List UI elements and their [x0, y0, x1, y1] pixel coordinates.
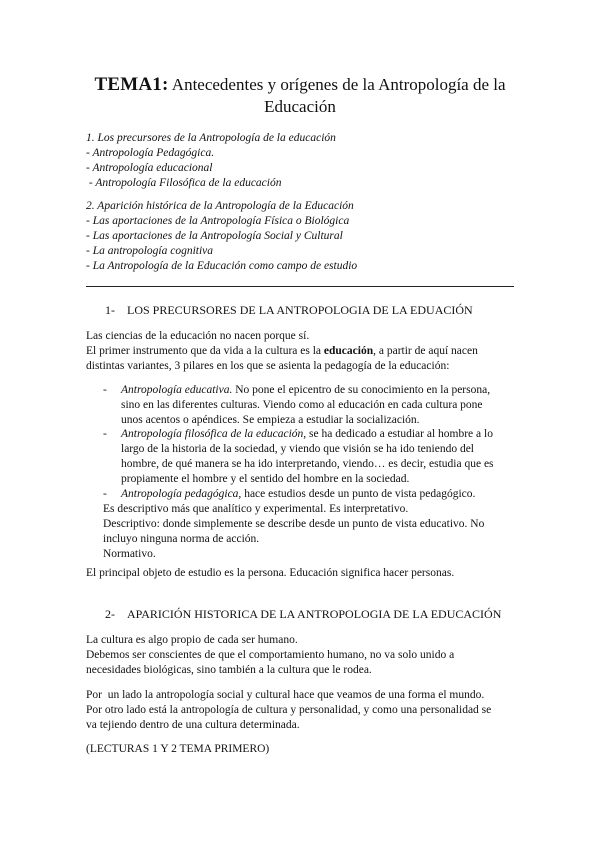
- paragraph-line: va tejiendo dentro de una cultura determinada.: [86, 719, 300, 731]
- title-line-2: Educación: [264, 97, 336, 116]
- readings-note: [86, 742, 526, 757]
- paragraph-line: Por un lado la antropología social y cultural hace que veamos de una forma el mundo.: [86, 689, 485, 701]
- section-1-intro: [86, 329, 526, 374]
- text-run: hace estudios desde un punto de vista pedagógico.: [241, 488, 476, 500]
- list-line: sino en las diferentes culturas. Viendo como al educación en cada cultura pone: [121, 399, 483, 411]
- toc-line: - Las aportaciones de la Antropología Física o Biológica: [86, 215, 350, 227]
- paragraph-line: incluyo ninguna norma de acción.: [103, 533, 260, 545]
- text-run: , a partir de aquí nacen: [373, 345, 478, 357]
- paragraph-line: Normativo.: [103, 548, 156, 560]
- toc-block-1: [86, 131, 336, 191]
- horizontal-rule: [86, 286, 514, 287]
- list-line: propiamente el hombre y el sentido del hombre en la sociedad.: [121, 473, 410, 485]
- list-line: unos acentos o apéndices. Se empieza a estudiar la socialización.: [121, 414, 420, 426]
- paragraph-line: El principal objeto de estudio es la persona. Educación significa hacer personas.: [86, 567, 455, 579]
- section-2-paragraph-1: [86, 633, 526, 678]
- title-bold: TEMA1:: [94, 74, 169, 95]
- page-title: [0, 74, 600, 118]
- list-dash: -: [103, 488, 107, 500]
- list-line: [121, 487, 475, 502]
- list-line: [121, 427, 494, 442]
- toc-line: 2. Aparición histórica de la Antropología de la Educación: [86, 200, 354, 212]
- toc-line: - Antropología Filosófica de la educación: [86, 177, 282, 189]
- section-1-heading: [105, 302, 473, 318]
- section-number: 1-: [105, 303, 115, 317]
- list-item-title: Antropología educativa.: [121, 384, 233, 396]
- title-line-1: Antecedentes y orígenes de la Antropología de la: [171, 75, 506, 94]
- section-title: APARICIÓN HISTORICA DE LA ANTROPOLOGIA DE LA EDUCACIÓN: [127, 607, 502, 621]
- list-item-title: Antropología filosófica de la educación,: [121, 428, 307, 440]
- paragraph-line: (LECTURAS 1 Y 2 TEMA PRIMERO): [86, 743, 270, 755]
- bold-term: educación: [323, 345, 374, 357]
- toc-line: - La antropología cognitiva: [86, 245, 214, 257]
- list-dash: -: [103, 428, 107, 440]
- toc-line: - Antropología Pedagógica.: [86, 147, 215, 159]
- list-line: hombre, de qué manera se ha ido interpretando, viendo… es decir, estudia que es: [121, 458, 494, 470]
- list-dash: -: [103, 384, 107, 396]
- section-2-heading: [105, 606, 501, 622]
- section-title: LOS PRECURSORES DE LA ANTROPOLOGIA DE LA EDUACIÓN: [127, 303, 473, 317]
- toc-line: - Antropología educacional: [86, 162, 213, 174]
- paragraph-line: necesidades biológicas, sino también a la cultura que le rodea.: [86, 664, 372, 676]
- paragraph-line: [86, 344, 526, 359]
- paragraph-line: Es descriptivo más que analítico y experimental. Es interpretativo.: [103, 503, 409, 515]
- section-number: 2-: [105, 607, 115, 621]
- paragraph-line: Descriptivo: donde simplemente se describe desde un punto de vista educativo. No: [103, 518, 485, 530]
- toc-line: 1. Los precursores de la Antropología de la educación: [86, 132, 336, 144]
- text-run: No pone el epicentro de su conocimiento en la persona,: [232, 384, 491, 396]
- text-run: se ha dedicado a estudiar al hombre a lo: [306, 428, 493, 440]
- toc-block-2: [86, 199, 357, 274]
- text-run: El primer instrumento que da vida a la cultura es la: [86, 345, 324, 357]
- toc-line: - La Antropología de la Educación como campo de estudio: [86, 260, 358, 272]
- paragraph-line: Debemos ser conscientes de que el comportamiento humano, no va solo unido a: [86, 649, 455, 661]
- toc-line: - Las aportaciones de la Antropología Social y Cultural: [86, 230, 343, 242]
- list-line: largo de la historia de la sociedad, y viendo que visión se ha ido teniendo del: [121, 443, 475, 455]
- paragraph-line: Las ciencias de la educación no nacen porque sí.: [86, 330, 310, 342]
- section-2-paragraph-2: [86, 688, 526, 733]
- list-item-title: Antropología pedagógica,: [121, 488, 242, 500]
- list-line: [121, 383, 490, 398]
- section-1-closing: [86, 566, 526, 581]
- paragraph-line: La cultura es algo propio de cada ser humano.: [86, 634, 298, 646]
- section-1-extra: [103, 502, 484, 562]
- paragraph-line: Por otro lado está la antropología de cultura y personalidad, y como una personalidad se: [86, 704, 492, 716]
- paragraph-line: distintas variantes, 3 pilares en los que se asienta la pedagogía de la educación:: [86, 360, 450, 372]
